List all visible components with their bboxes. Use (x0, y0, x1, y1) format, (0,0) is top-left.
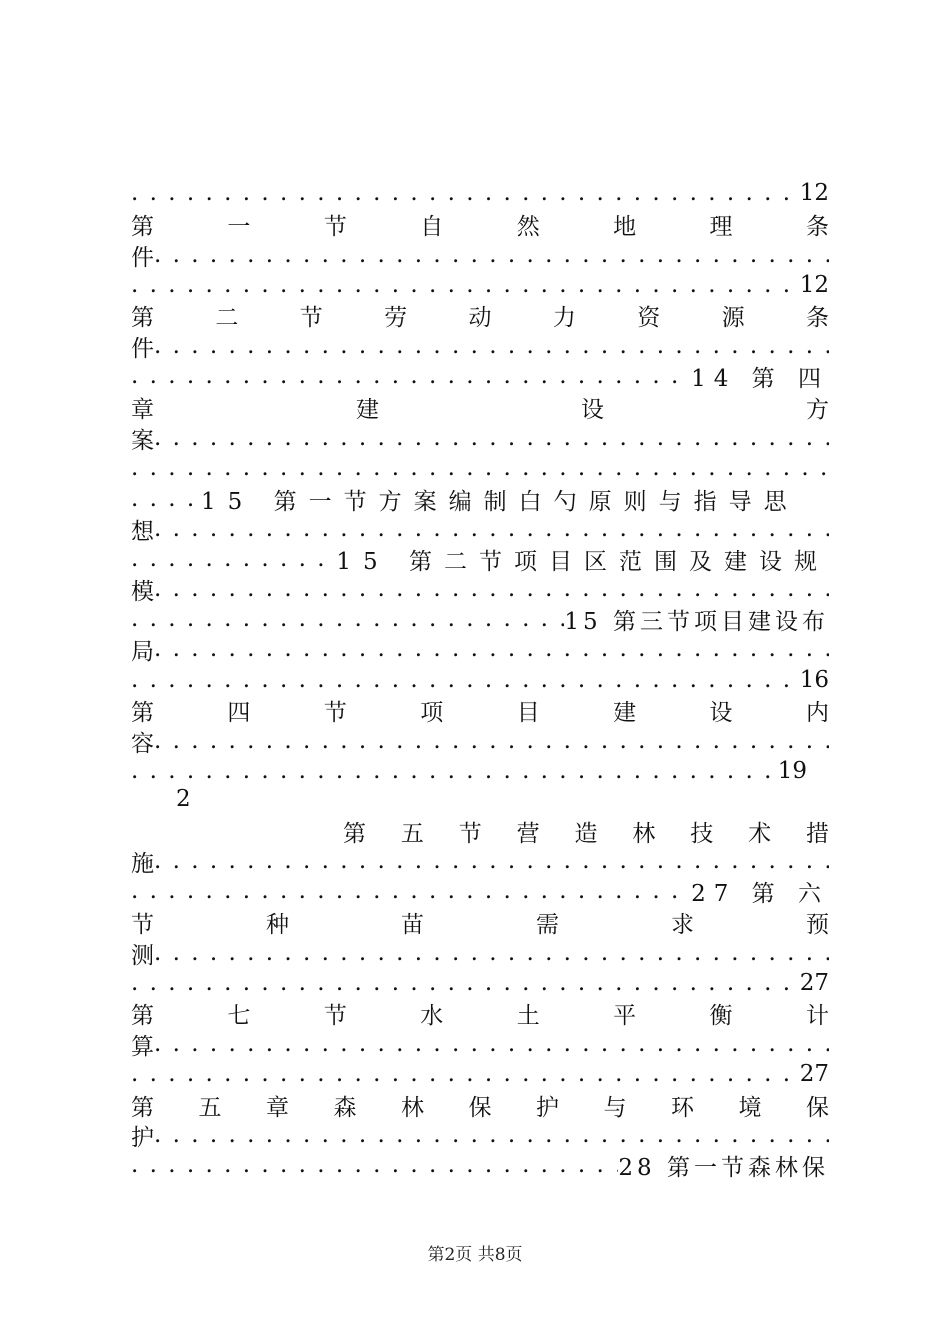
toc-text: 案 (131, 427, 154, 453)
toc-char: 资 (637, 304, 661, 330)
toc-line (131, 423, 829, 453)
toc-char: 保 (468, 1094, 492, 1120)
toc-char: 设 (709, 699, 733, 725)
page-ref: 16 (799, 667, 829, 693)
toc-char: 衡 (709, 1002, 733, 1028)
toc-char: 保 (806, 1094, 829, 1120)
toc-char: 第 (131, 304, 154, 330)
toc-text: 件 (131, 335, 154, 361)
toc-text: 测 (131, 942, 154, 968)
toc-line (131, 209, 829, 239)
toc-char: 建 (356, 396, 379, 422)
toc-line (131, 178, 829, 208)
toc-char: 第 (131, 1094, 154, 1120)
toc-char: 然 (516, 213, 540, 239)
toc-line (131, 695, 829, 725)
toc-char: 第 (131, 213, 154, 239)
toc-char: 第 (343, 820, 366, 846)
toc-char: 节 (299, 304, 323, 330)
toc-char: 营 (516, 820, 540, 846)
toc-char: 建 (613, 699, 637, 725)
toc-line (131, 1120, 829, 1150)
toc-line (131, 998, 829, 1028)
toc-char: 苗 (401, 911, 424, 937)
toc-text: 14 第 四 (691, 365, 829, 391)
page-footer: 第2页 共8页 (427, 1245, 523, 1265)
toc-text: 护 (131, 1124, 154, 1150)
toc-char: 种 (266, 911, 289, 937)
toc-line (131, 1059, 829, 1089)
page-ref: 19 (777, 758, 807, 784)
toc-line (131, 1090, 829, 1120)
toc-text: 15 第二节项目区范围及建设规 (336, 548, 829, 574)
toc-text: 施 (131, 850, 154, 876)
toc-line (131, 300, 829, 330)
toc-char: 自 (420, 213, 444, 239)
toc-char: 第 (131, 699, 154, 725)
toc-char: 平 (613, 1002, 637, 1028)
toc-line (131, 846, 829, 876)
toc-text: 28 第一节森林保 (618, 1154, 829, 1180)
toc-char: 水 (420, 1002, 444, 1028)
toc-line (131, 240, 829, 270)
toc-char: 林 (632, 820, 656, 846)
toc-line (343, 816, 829, 846)
toc-char: 一 (227, 213, 251, 239)
toc-text: 模 (131, 578, 154, 604)
toc-char: 与 (603, 1094, 627, 1120)
toc-line (131, 331, 829, 361)
toc-char: 节 (323, 699, 347, 725)
toc-char: 内 (805, 699, 829, 725)
toc-line (131, 938, 829, 968)
toc-char: 地 (613, 213, 637, 239)
toc-char: 土 (516, 1002, 540, 1028)
toc-line (131, 544, 829, 574)
toc-char: 节 (131, 911, 154, 937)
toc-line (131, 392, 829, 422)
toc-line (131, 453, 829, 483)
toc-char: 求 (671, 911, 694, 937)
toc-line (131, 604, 829, 634)
page-ref: 12 (799, 272, 829, 298)
toc-char: 计 (805, 1002, 829, 1028)
toc-char: 节 (323, 1002, 347, 1028)
toc-char: 章 (131, 396, 154, 422)
toc-line (131, 574, 829, 604)
toc-char: 章 (266, 1094, 289, 1120)
toc-line (131, 484, 829, 514)
toc-char: 森 (333, 1094, 357, 1120)
toc-char: 术 (748, 820, 772, 846)
toc-char: 需 (536, 911, 559, 937)
toc-char: 措 (806, 820, 829, 846)
toc-char: 林 (401, 1094, 424, 1120)
toc-char: 技 (690, 820, 714, 846)
toc-char: 项 (420, 699, 444, 725)
toc-line (131, 1150, 829, 1180)
toc-char: 五 (400, 820, 424, 846)
toc-line (131, 907, 829, 937)
toc-line (131, 361, 829, 391)
toc-line (131, 1029, 829, 1059)
toc-text: 15 第三节项目建设布 (564, 608, 829, 634)
toc-char: 理 (709, 213, 733, 239)
toc-line (131, 665, 829, 695)
toc-line (131, 514, 829, 544)
toc-line (131, 634, 829, 664)
toc-char: 造 (574, 820, 598, 846)
toc-char: 预 (806, 911, 829, 937)
toc-text: 件 (131, 244, 154, 270)
toc-char: 目 (516, 699, 540, 725)
toc-char: 源 (721, 304, 745, 330)
toc-char: 条 (806, 304, 829, 330)
toc-line (131, 726, 829, 756)
toc-text: 容 (131, 730, 154, 756)
toc-line (131, 876, 829, 906)
toc-text: 想 (131, 518, 154, 544)
toc-char: 七 (227, 1002, 251, 1028)
toc-char: 动 (468, 304, 492, 330)
toc-text: 15 第一节方案编制白勺原则与指导思 (201, 488, 799, 514)
toc-char: 二 (215, 304, 239, 330)
toc-char: 境 (738, 1094, 762, 1120)
toc-char: 环 (671, 1094, 694, 1120)
toc-char: 节 (458, 820, 482, 846)
toc-text: 算 (131, 1033, 154, 1059)
toc-char: 四 (227, 699, 251, 725)
toc-text: 局 (131, 638, 154, 664)
toc-text: 27 第 六 (691, 880, 829, 906)
toc-line (131, 756, 807, 786)
page-ref: 27 (799, 970, 829, 996)
toc-char: 护 (536, 1094, 559, 1120)
toc-char: 劳 (384, 304, 408, 330)
page-number-marker: 2 (176, 786, 191, 812)
toc-char: 节 (323, 213, 347, 239)
page-ref: 12 (799, 180, 829, 206)
toc-char: 设 (581, 396, 604, 422)
toc-char: 条 (805, 213, 829, 239)
toc-char: 方 (806, 396, 829, 422)
toc-line (131, 968, 829, 998)
page-ref: 27 (799, 1061, 829, 1087)
toc-char: 第 (131, 1002, 154, 1028)
toc-line (131, 270, 829, 300)
toc-char: 力 (552, 304, 576, 330)
toc-char: 五 (198, 1094, 222, 1120)
